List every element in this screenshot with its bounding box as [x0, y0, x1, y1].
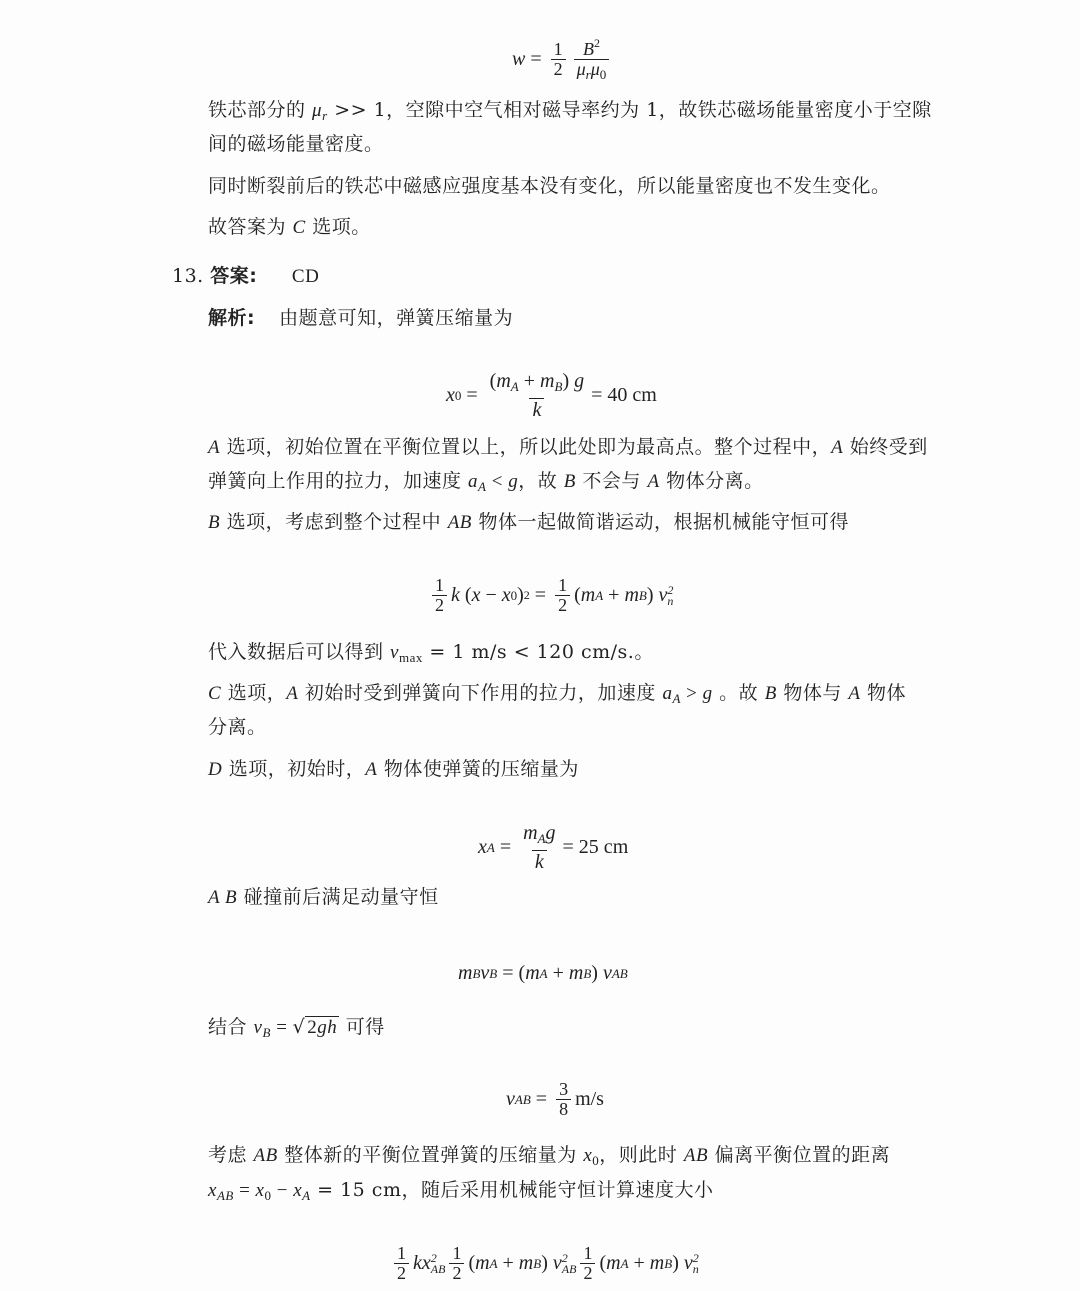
- vab-formula: v AB = $\frac{3}{8}$ m/s: [506, 1079, 604, 1119]
- question-13-answer: 13. 答案: CD: [172, 265, 320, 287]
- option-a-line-2: 弹簧向上作用的拉力，加速度 $a_A < g$，故 B 不会与 A 物体分离。: [208, 470, 764, 494]
- paragraph-line: 铁芯部分的 $\mu_r >> 1$，空隙中空气相对磁导率约为 1，故铁芯磁场能量密度小于空隙: [208, 99, 932, 123]
- substitution-line: 代入数据后可以得到 $v_{max} = 1$ m/s < 120 cm/s.。: [208, 641, 654, 665]
- ab-collision-line: A B 碰撞前后满足动量守恒: [208, 886, 439, 908]
- momentum-formula: m B v B = ( m A + m B ) v AB: [458, 962, 628, 984]
- paragraph-line: 间的磁场能量密度。: [208, 133, 384, 155]
- combine-line: 结合 $v_B$ = √ 2gh 可得: [208, 1016, 385, 1040]
- paragraph-line: 同时断裂前后的铁芯中磁感应强度基本没有变化，所以能量密度也不发生变化。: [208, 175, 891, 197]
- xa-formula: x A = $\frac{m_Ag}{k}$ = 25 cm: [478, 822, 629, 873]
- option-d-line: D 选项，初始时，A 物体使弹簧的压缩量为: [208, 758, 579, 780]
- final-line-2: $x_{AB} = x_0 - x_A = 15$ cm，随后采用机械能守恒计算速度大小: [208, 1179, 714, 1203]
- option-c-line-2: 分离。: [208, 716, 267, 738]
- final-energy-formula: $\frac{1}{2}$ kx 2 AB $\frac{1}{2}$ ( m A + m B ) v 2 AB $\frac{1}{2}$ ( m A + m B ) v 2 n: [390, 1244, 699, 1283]
- x0-formula: x 0 = $\frac{(m_A + m_B) g}{k}$ = 40 cm: [446, 370, 657, 421]
- option-b-line: B 选项，考虑到整个过程中 AB 物体一起做简谐运动，根据机械能守恒可得: [208, 511, 849, 533]
- option-c-line-1: C 选项，A 初始时受到弹簧向下作用的拉力，加速度 $a_A > g$ 。故 B 物体与 A 物体: [208, 682, 907, 706]
- final-line-1: 考虑 AB 整体新的平衡位置弹簧的压缩量为 $x_0$，则此时 AB 偏离平衡位置的距离: [208, 1144, 891, 1168]
- paragraph-line: 故答案为 C 选项。: [208, 216, 371, 238]
- energy-density-formula: w = $\frac{1}{2}$ $\frac{B^2}{\mu_r\mu_0}$: [512, 34, 613, 84]
- analysis-intro: 解析: 由题意可知，弹簧压缩量为: [208, 307, 514, 329]
- option-a-line-1: A 选项，初始位置在平衡位置以上，所以此处即为最高点。整个过程中，A 始终受到: [208, 436, 928, 458]
- energy-conservation-formula: $\frac{1}{2}$ k ( x − x 0 ) 2 = $\frac{1}{2}$ ( m A + m B ) v 2 n: [428, 576, 673, 615]
